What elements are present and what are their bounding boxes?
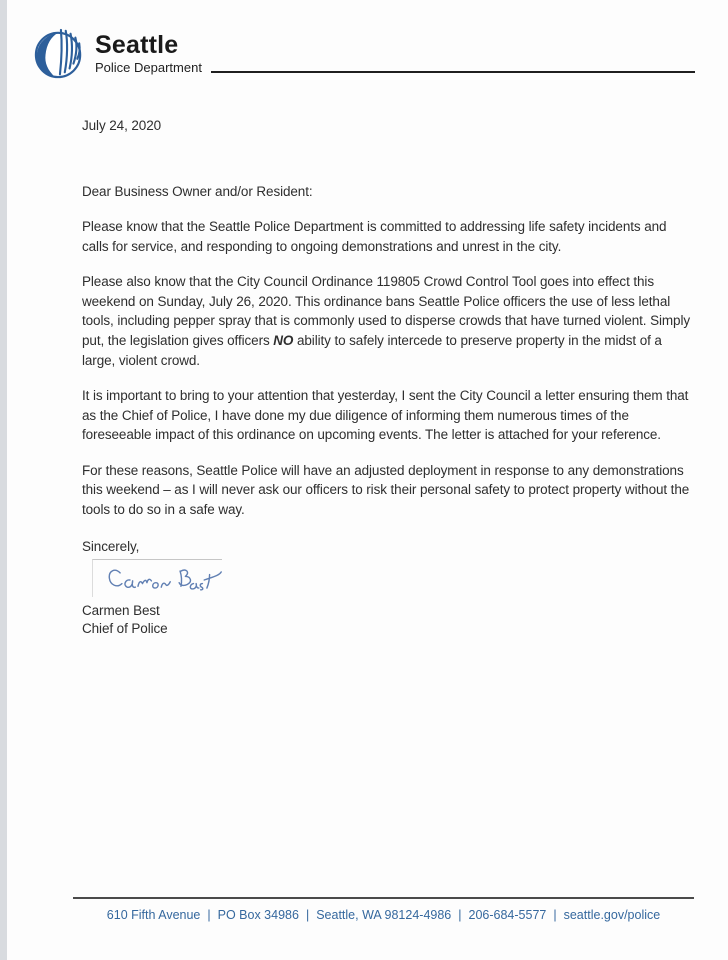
paragraph-council-letter: It is important to bring to your attention that yesterday, I sent the City Council a letter ensuring them that as the Chief of Police, I have done my due diligence of informing them numerous times of the foreseeable impact of this ordinance on upcoming events. The letter is attached for your reference.	[82, 388, 689, 443]
footer-separator: |	[553, 908, 557, 922]
paragraph-ordinance-after: ability to safely intercede to preserve property in the midst of a large, violent crowd.	[82, 332, 662, 368]
footer-contact-line	[73, 908, 694, 922]
paragraph-ordinance-emphasis: NO	[273, 332, 294, 348]
closing: Sincerely,	[82, 539, 140, 555]
paragraph-ordinance	[82, 272, 694, 370]
signer-name: Carmen Best	[82, 603, 160, 618]
footer-separator: |	[305, 908, 310, 922]
seattle-city-logo-icon	[33, 26, 85, 80]
salutation: Dear Business Owner and/or Resident:	[82, 183, 313, 199]
city-name: Seattle	[95, 31, 179, 59]
letterhead	[33, 26, 695, 80]
signature-box	[92, 559, 222, 597]
letter-date: July 24, 2020	[82, 118, 162, 133]
footer-po-box: PO Box 34986	[217, 908, 299, 922]
letterhead-brand	[95, 26, 695, 75]
paragraph-deployment: For these reasons, Seattle Police will have an adjusted deployment in response to any demonstrations this weekend – as I will never ask our officers to risk their personal safety to protect property without the tools to do so in a safe way.	[82, 462, 690, 517]
paragraph-service-commitment: Please know that the Seattle Police Department is committed to addressing life safety incidents and calls for service, and responding to ongoing demonstrations and unrest in the city.	[82, 219, 667, 254]
letter-body	[82, 116, 694, 637]
footer-address: 610 Fifth Avenue	[106, 908, 201, 922]
paragraph-ordinance-before: Please also know that the City Council Ordinance 119805 Crowd Control Tool goes into effect this weekend on Sunday, July 26, 2020. This ordinance bans Seattle Police officers the use of less lethal tools, including pepper spray that is commonly used to disperse crowds that have turned violent. Simply put, the legislation gives officers	[82, 274, 691, 348]
signature-handwriting-icon	[97, 563, 247, 597]
department-row	[95, 60, 695, 75]
footer-separator: |	[458, 908, 462, 922]
photo-edge	[0, 0, 7, 960]
footer-city-zip: Seattle, WA 98124-4986	[316, 908, 452, 922]
footer-phone: 206-684-5577	[468, 908, 547, 922]
department-name: Police Department	[95, 60, 202, 76]
signer-title: Chief of Police	[82, 620, 168, 636]
letterhead-rule	[211, 71, 695, 73]
footer-website: seattle.gov/police	[563, 908, 661, 922]
footer-separator: |	[207, 908, 211, 922]
page-footer	[73, 897, 694, 922]
